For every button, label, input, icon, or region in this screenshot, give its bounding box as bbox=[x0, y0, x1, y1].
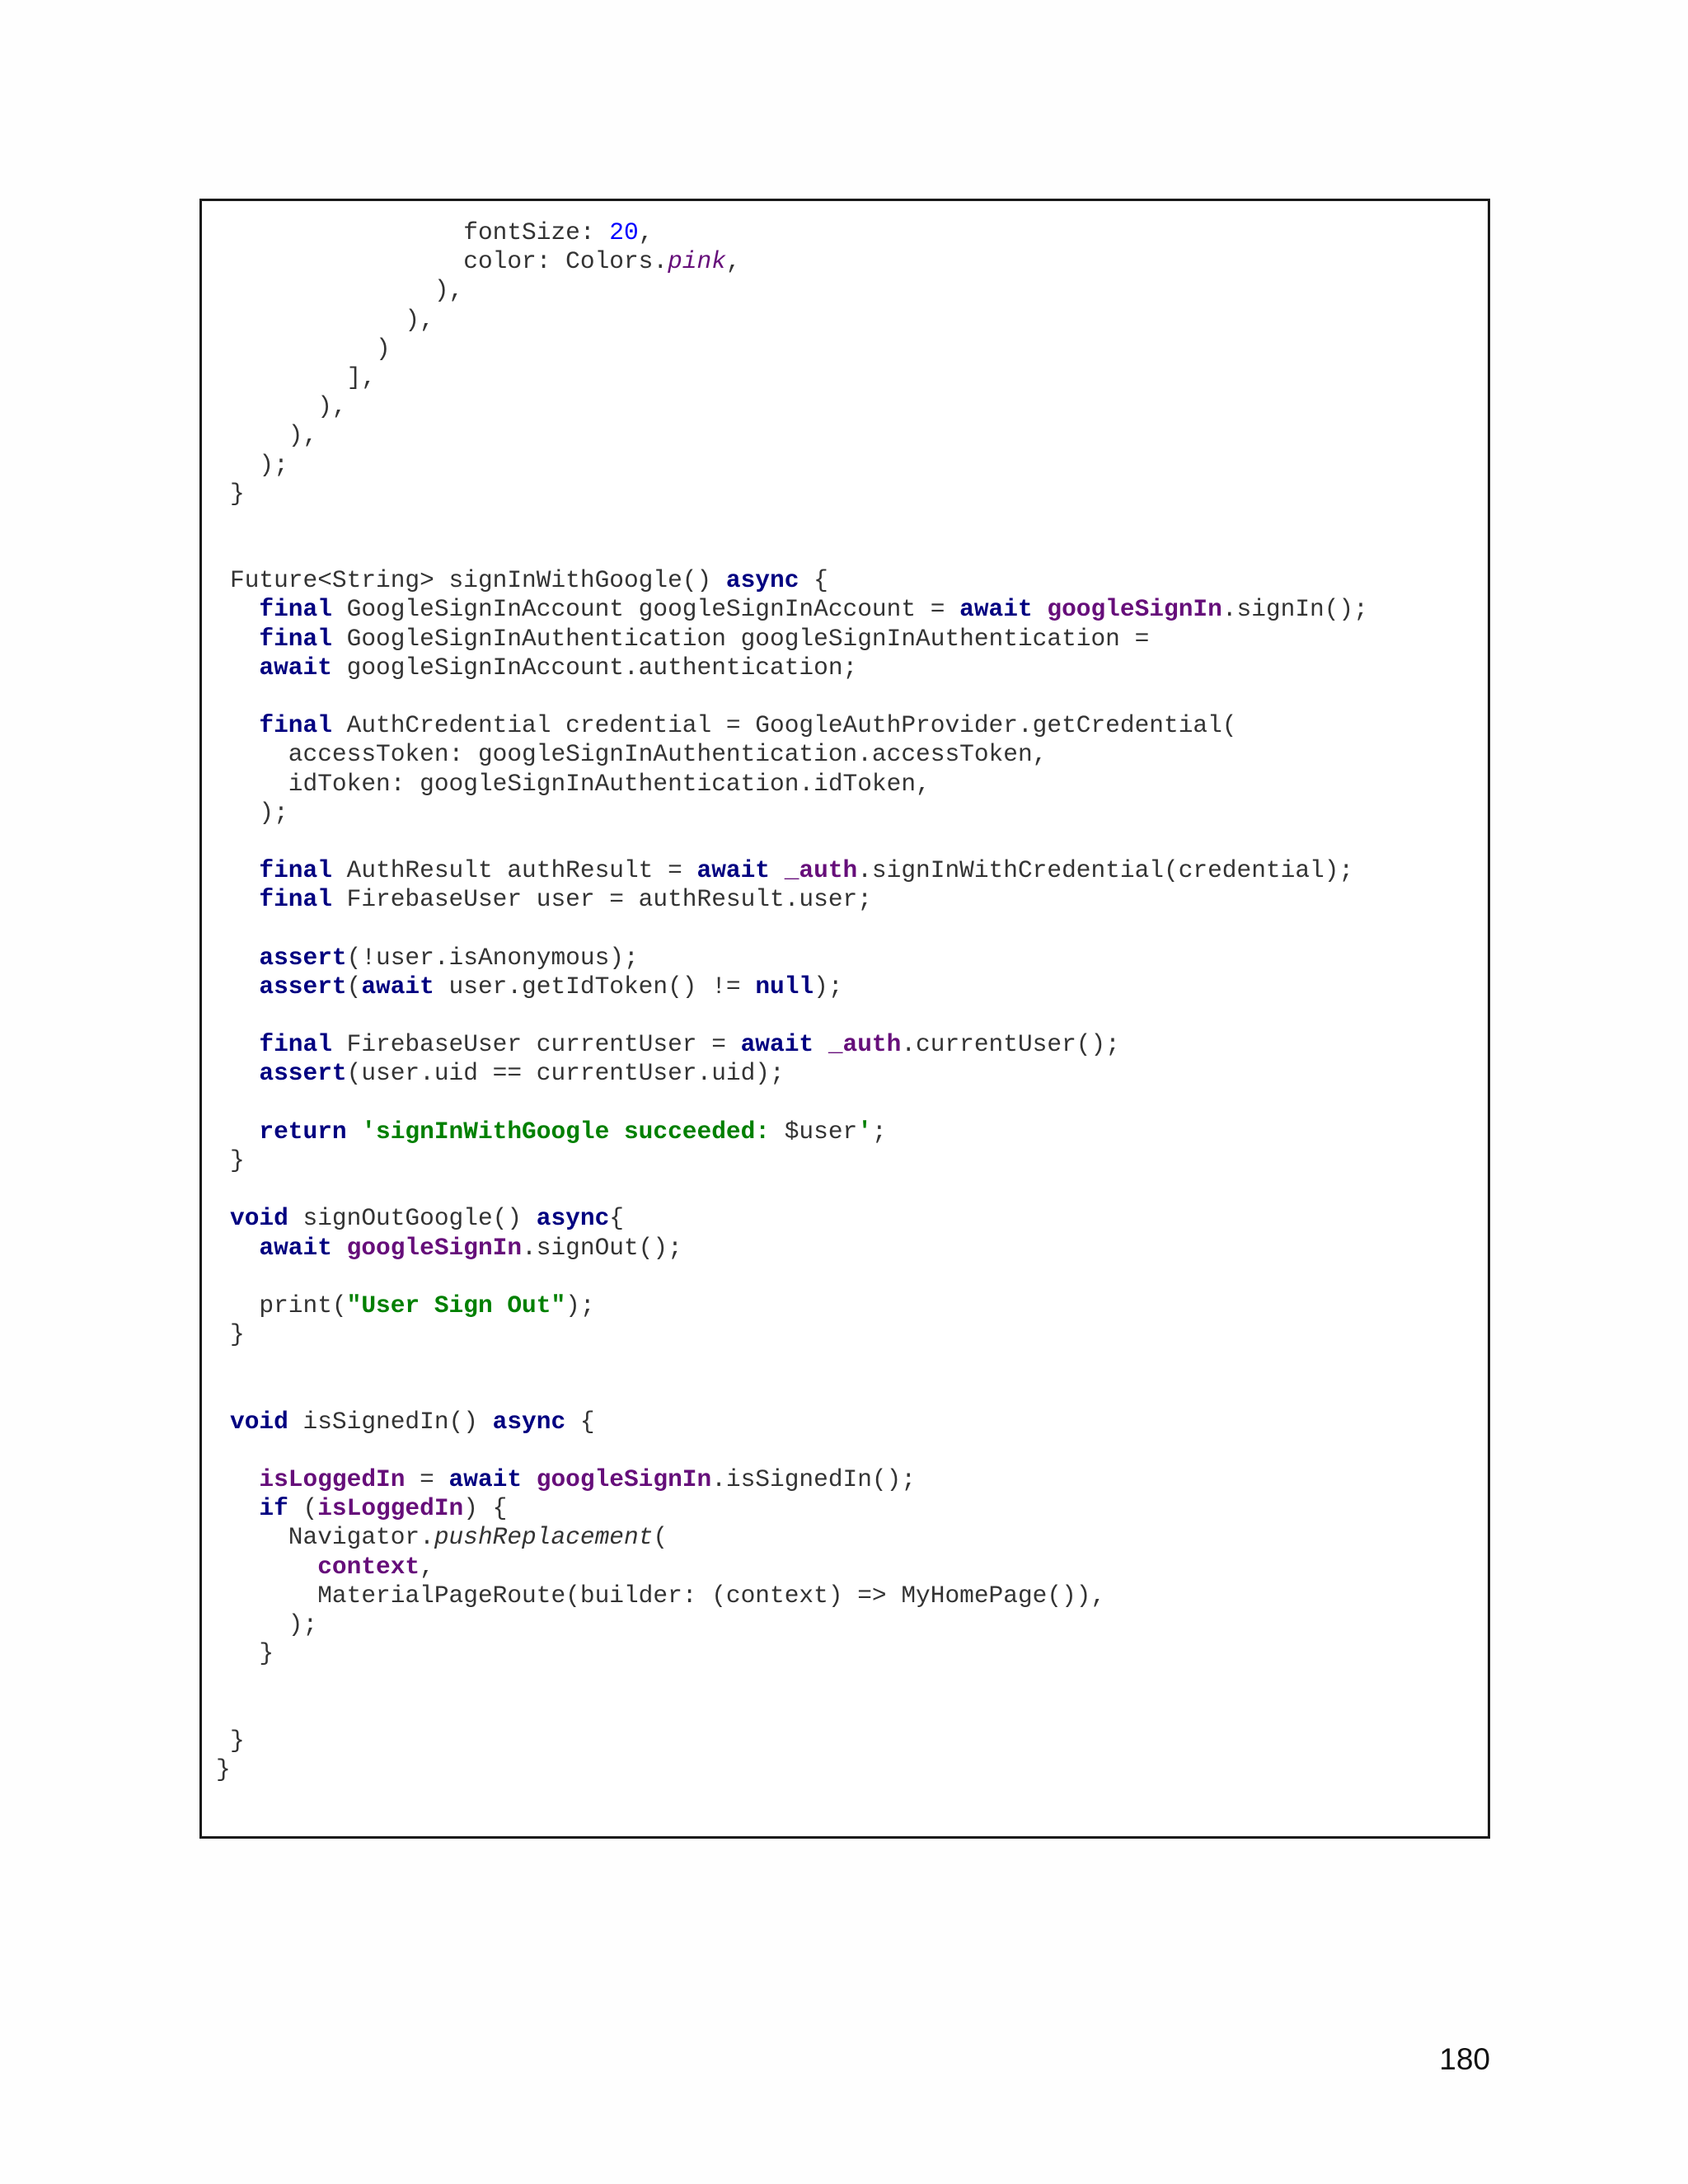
code-token: color: Colors. bbox=[230, 247, 668, 276]
code-line bbox=[230, 1118, 1368, 1146]
code-line bbox=[230, 654, 1368, 682]
code-token: async bbox=[536, 1204, 610, 1233]
code-token: } bbox=[230, 1639, 274, 1668]
code-token: ) { bbox=[463, 1494, 508, 1523]
code-line bbox=[230, 392, 1368, 421]
code-token: } bbox=[230, 1726, 245, 1755]
code-token: user.getIdToken() != bbox=[434, 972, 756, 1001]
code-token: ], bbox=[230, 363, 377, 391]
code-token: (user.uid == currentUser.uid); bbox=[346, 1059, 785, 1088]
code-token: ), bbox=[230, 392, 347, 421]
code-line bbox=[230, 363, 1368, 392]
code-token bbox=[230, 654, 259, 682]
code-token bbox=[230, 1059, 259, 1087]
code-line bbox=[230, 711, 1368, 740]
code-line bbox=[230, 1175, 1368, 1204]
code-line bbox=[230, 218, 1368, 247]
code-token: await bbox=[448, 1465, 523, 1494]
code-token: ); bbox=[814, 972, 843, 1001]
code-token: ), bbox=[230, 305, 434, 334]
code-token bbox=[230, 1118, 259, 1146]
code-token: MaterialPageRoute(builder: (context) => MyHomePage()), bbox=[230, 1581, 1106, 1610]
code-token: pushReplacement bbox=[434, 1523, 654, 1552]
code-token: await bbox=[259, 1233, 332, 1262]
code-token: return bbox=[259, 1117, 347, 1146]
code-token: if bbox=[259, 1494, 288, 1523]
code-token: } bbox=[230, 479, 245, 508]
code-token: context bbox=[317, 1552, 420, 1581]
code-line bbox=[230, 1727, 1368, 1755]
code-token: final bbox=[259, 711, 332, 740]
code-line bbox=[230, 509, 1368, 537]
code-token: await bbox=[361, 972, 434, 1001]
code-token bbox=[332, 1234, 347, 1262]
code-line bbox=[230, 1668, 1368, 1697]
code-line bbox=[230, 1582, 1368, 1610]
code-line bbox=[230, 421, 1368, 450]
code-token: { bbox=[799, 566, 828, 595]
page-number: 180 bbox=[1439, 2042, 1490, 2076]
code-line bbox=[230, 1320, 1368, 1349]
code-token: idToken: googleSignInAuthentication.idToken, bbox=[230, 769, 931, 798]
code-line bbox=[230, 1436, 1368, 1465]
code-token: _auth bbox=[784, 856, 858, 885]
code-token: await bbox=[959, 595, 1033, 624]
code-line bbox=[230, 566, 1368, 595]
code-line bbox=[216, 1755, 1368, 1784]
code-token: FirebaseUser user = authResult.user; bbox=[331, 885, 872, 914]
code-token: fontSize: bbox=[230, 218, 610, 246]
code-token bbox=[230, 1465, 259, 1493]
code-line bbox=[230, 944, 1368, 972]
code-token bbox=[230, 625, 259, 653]
code-token: void bbox=[230, 1407, 288, 1436]
code-line bbox=[230, 537, 1368, 566]
code-token: final bbox=[259, 595, 332, 624]
code-token bbox=[230, 595, 259, 623]
code-line bbox=[230, 1610, 1368, 1639]
code-line bbox=[230, 625, 1368, 654]
code-listing-box bbox=[199, 199, 1490, 1839]
code-line bbox=[230, 1089, 1368, 1118]
code-line bbox=[230, 1523, 1368, 1552]
code-token: googleSignIn bbox=[346, 1233, 523, 1262]
code-line bbox=[230, 335, 1368, 363]
code-line bbox=[230, 1698, 1368, 1727]
code-token: await bbox=[696, 856, 771, 885]
code-token bbox=[522, 1465, 537, 1493]
code-token: null bbox=[755, 972, 814, 1001]
code-token bbox=[230, 1494, 259, 1522]
code-token: } bbox=[216, 1755, 231, 1783]
code-token bbox=[230, 1234, 259, 1262]
code-token: GoogleSignInAuthentication googleSignInAuthentication = bbox=[331, 624, 1150, 653]
code-token bbox=[230, 885, 259, 913]
code-token: ), bbox=[230, 276, 464, 305]
code-token: async bbox=[725, 566, 799, 595]
code-token: void bbox=[230, 1204, 288, 1233]
code-token: print( bbox=[230, 1291, 347, 1319]
code-line bbox=[230, 1379, 1368, 1408]
code-token: (!user.isAnonymous); bbox=[346, 943, 639, 972]
code-token: await bbox=[259, 653, 332, 682]
code-token: , bbox=[638, 218, 654, 246]
code-token: AuthResult authResult = bbox=[331, 856, 697, 885]
code-token: "User Sign Out" bbox=[346, 1291, 566, 1319]
code-token: ); bbox=[230, 798, 288, 827]
code-token: assert bbox=[259, 972, 347, 1001]
code-line bbox=[230, 1030, 1368, 1059]
code-token bbox=[230, 856, 259, 884]
code-line bbox=[230, 856, 1368, 885]
code-token: .currentUser(); bbox=[901, 1030, 1120, 1059]
code-line bbox=[230, 1291, 1368, 1320]
code-token: { bbox=[609, 1204, 624, 1233]
code-token: 'signInWithGoogle succeeded: bbox=[361, 1117, 785, 1146]
code-line bbox=[230, 799, 1368, 827]
code-token: ( bbox=[653, 1523, 668, 1552]
code-line bbox=[230, 1494, 1368, 1523]
code-token: ) bbox=[230, 334, 391, 363]
code-line bbox=[230, 306, 1368, 335]
code-token: ); bbox=[230, 1610, 318, 1638]
code-token bbox=[230, 711, 259, 739]
code-token bbox=[230, 1553, 317, 1581]
code-token: , bbox=[420, 1552, 434, 1581]
code-token: .signInWithCredential(credential); bbox=[857, 856, 1354, 885]
code-token bbox=[230, 944, 259, 972]
code-token: await bbox=[740, 1030, 814, 1059]
code-line bbox=[230, 480, 1368, 509]
code-token: isLoggedIn bbox=[317, 1494, 464, 1523]
code-line bbox=[230, 1408, 1368, 1436]
code-token: .signOut(); bbox=[522, 1233, 682, 1262]
code-token: final bbox=[259, 856, 332, 885]
code-token: _auth bbox=[828, 1030, 902, 1059]
code-line bbox=[230, 247, 1368, 276]
code-token: $user bbox=[784, 1117, 858, 1146]
code-line bbox=[230, 1234, 1368, 1263]
code-token: signOutGoogle() bbox=[288, 1204, 537, 1233]
code-token: async bbox=[492, 1407, 566, 1436]
code-token: isSignedIn() bbox=[288, 1407, 493, 1436]
code-line bbox=[230, 1059, 1368, 1088]
code-line bbox=[230, 276, 1368, 305]
code-line bbox=[230, 1204, 1368, 1233]
code-token: googleSignIn bbox=[1047, 595, 1222, 624]
code-token: AuthCredential credential = GoogleAuthProvider.getCredential( bbox=[331, 711, 1237, 740]
code-line bbox=[230, 1146, 1368, 1175]
code-line bbox=[230, 1349, 1368, 1378]
code-line bbox=[230, 1263, 1368, 1291]
code-token: googleSignIn bbox=[536, 1465, 712, 1494]
code-token bbox=[347, 1118, 362, 1146]
code-token bbox=[230, 1030, 259, 1058]
code-line bbox=[230, 885, 1368, 914]
code-line bbox=[230, 972, 1368, 1001]
code-token: } bbox=[230, 1320, 245, 1349]
code-line bbox=[230, 915, 1368, 944]
code-token: assert bbox=[259, 943, 347, 972]
code-line bbox=[230, 1639, 1368, 1668]
code-token bbox=[814, 1030, 828, 1058]
code-token: ( bbox=[346, 972, 362, 1001]
code-token: 20 bbox=[609, 218, 639, 246]
code-token: ); bbox=[230, 450, 288, 479]
code-line bbox=[230, 451, 1368, 480]
code-token: .isSignedIn(); bbox=[711, 1465, 917, 1494]
code-token bbox=[230, 972, 259, 1001]
code-token: ); bbox=[565, 1291, 595, 1319]
code-token: pink bbox=[668, 247, 726, 276]
code-line bbox=[230, 1553, 1368, 1582]
code-line bbox=[230, 827, 1368, 856]
code-block bbox=[216, 218, 1368, 1784]
code-token: final bbox=[259, 1030, 332, 1059]
code-line bbox=[230, 1001, 1368, 1030]
code-line bbox=[230, 770, 1368, 799]
code-token: .signIn(); bbox=[1221, 595, 1368, 624]
code-token: ' bbox=[857, 1117, 872, 1146]
code-token: ), bbox=[230, 421, 318, 450]
code-token: { bbox=[565, 1407, 595, 1436]
code-token: Future<String> signInWithGoogle() bbox=[230, 566, 726, 595]
code-token: ; bbox=[871, 1117, 887, 1146]
code-token: isLoggedIn bbox=[259, 1465, 406, 1494]
code-line bbox=[230, 740, 1368, 769]
code-token bbox=[1033, 595, 1048, 623]
code-token: = bbox=[405, 1465, 449, 1494]
code-line bbox=[230, 682, 1368, 711]
code-token: accessToken: googleSignInAuthentication.accessToken, bbox=[230, 740, 1048, 769]
code-token: final bbox=[259, 624, 332, 653]
code-token: FirebaseUser currentUser = bbox=[331, 1030, 741, 1059]
code-token: googleSignInAccount.authentication; bbox=[331, 653, 858, 682]
code-token bbox=[770, 856, 785, 884]
code-token: final bbox=[259, 885, 332, 914]
code-line bbox=[230, 595, 1368, 624]
code-token: ( bbox=[288, 1494, 318, 1523]
code-token: GoogleSignInAccount googleSignInAccount = bbox=[331, 595, 960, 624]
code-token: } bbox=[230, 1146, 245, 1174]
code-token: assert bbox=[259, 1059, 347, 1088]
code-line bbox=[230, 1465, 1368, 1494]
code-token: Navigator. bbox=[230, 1523, 434, 1552]
code-token: , bbox=[725, 247, 741, 276]
